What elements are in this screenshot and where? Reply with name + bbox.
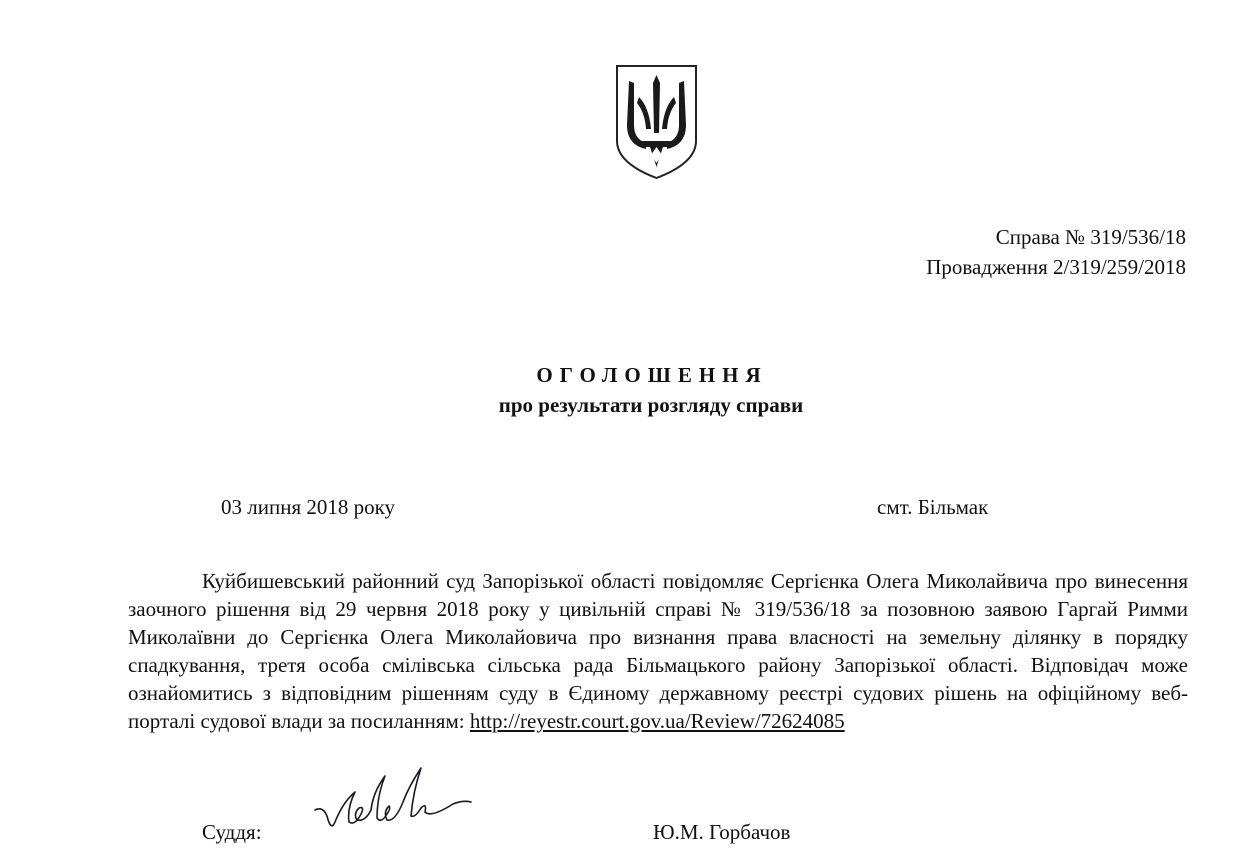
case-reference-block bbox=[926, 222, 1186, 282]
announcement-subtitle: про результати розгляду справи bbox=[498, 393, 804, 417]
court-registry-link[interactable]: http://reyestr.court.gov.ua/Review/72624085 bbox=[469, 709, 845, 733]
handwritten-signature bbox=[313, 762, 483, 844]
body-text: Куйбишевський районний суд Запорізької області повідомляє Сергієнка Олега Миколайвича про винесення заочного рішення від 29 червня 2018 року у цивільній справі № 319/536/18 за позовною заявою Гаргай Римми Миколаївни до Сергієнка Олега Миколайовича про визнання права власності на земельну ділянку в порядку спадкування, третя особа смілівська сільська рада Більмацького району Запорізької області. Відповідач може ознайомитись з відповідним рішенням суду в Єдиному державному реєстрі судових рішень на офіційному веб-порталі судової влади за посиланням: bbox=[128, 569, 1188, 733]
document-date: 03 липня 2018 року bbox=[221, 495, 396, 519]
announcement-title: ОГОЛОШЕННЯ bbox=[536, 363, 768, 387]
document-place: смт. Більмак bbox=[877, 495, 989, 519]
judge-label: Суддя: bbox=[202, 820, 262, 844]
proceeding-number: Провадження 2/319/259/2018 bbox=[926, 255, 1186, 279]
judge-name: Ю.М. Горбачов bbox=[653, 820, 791, 844]
trident-emblem-icon bbox=[613, 63, 700, 181]
announcement-body bbox=[128, 567, 1188, 735]
announcement-title-block bbox=[0, 360, 1242, 420]
case-number: Справа № 319/536/18 bbox=[995, 225, 1186, 249]
